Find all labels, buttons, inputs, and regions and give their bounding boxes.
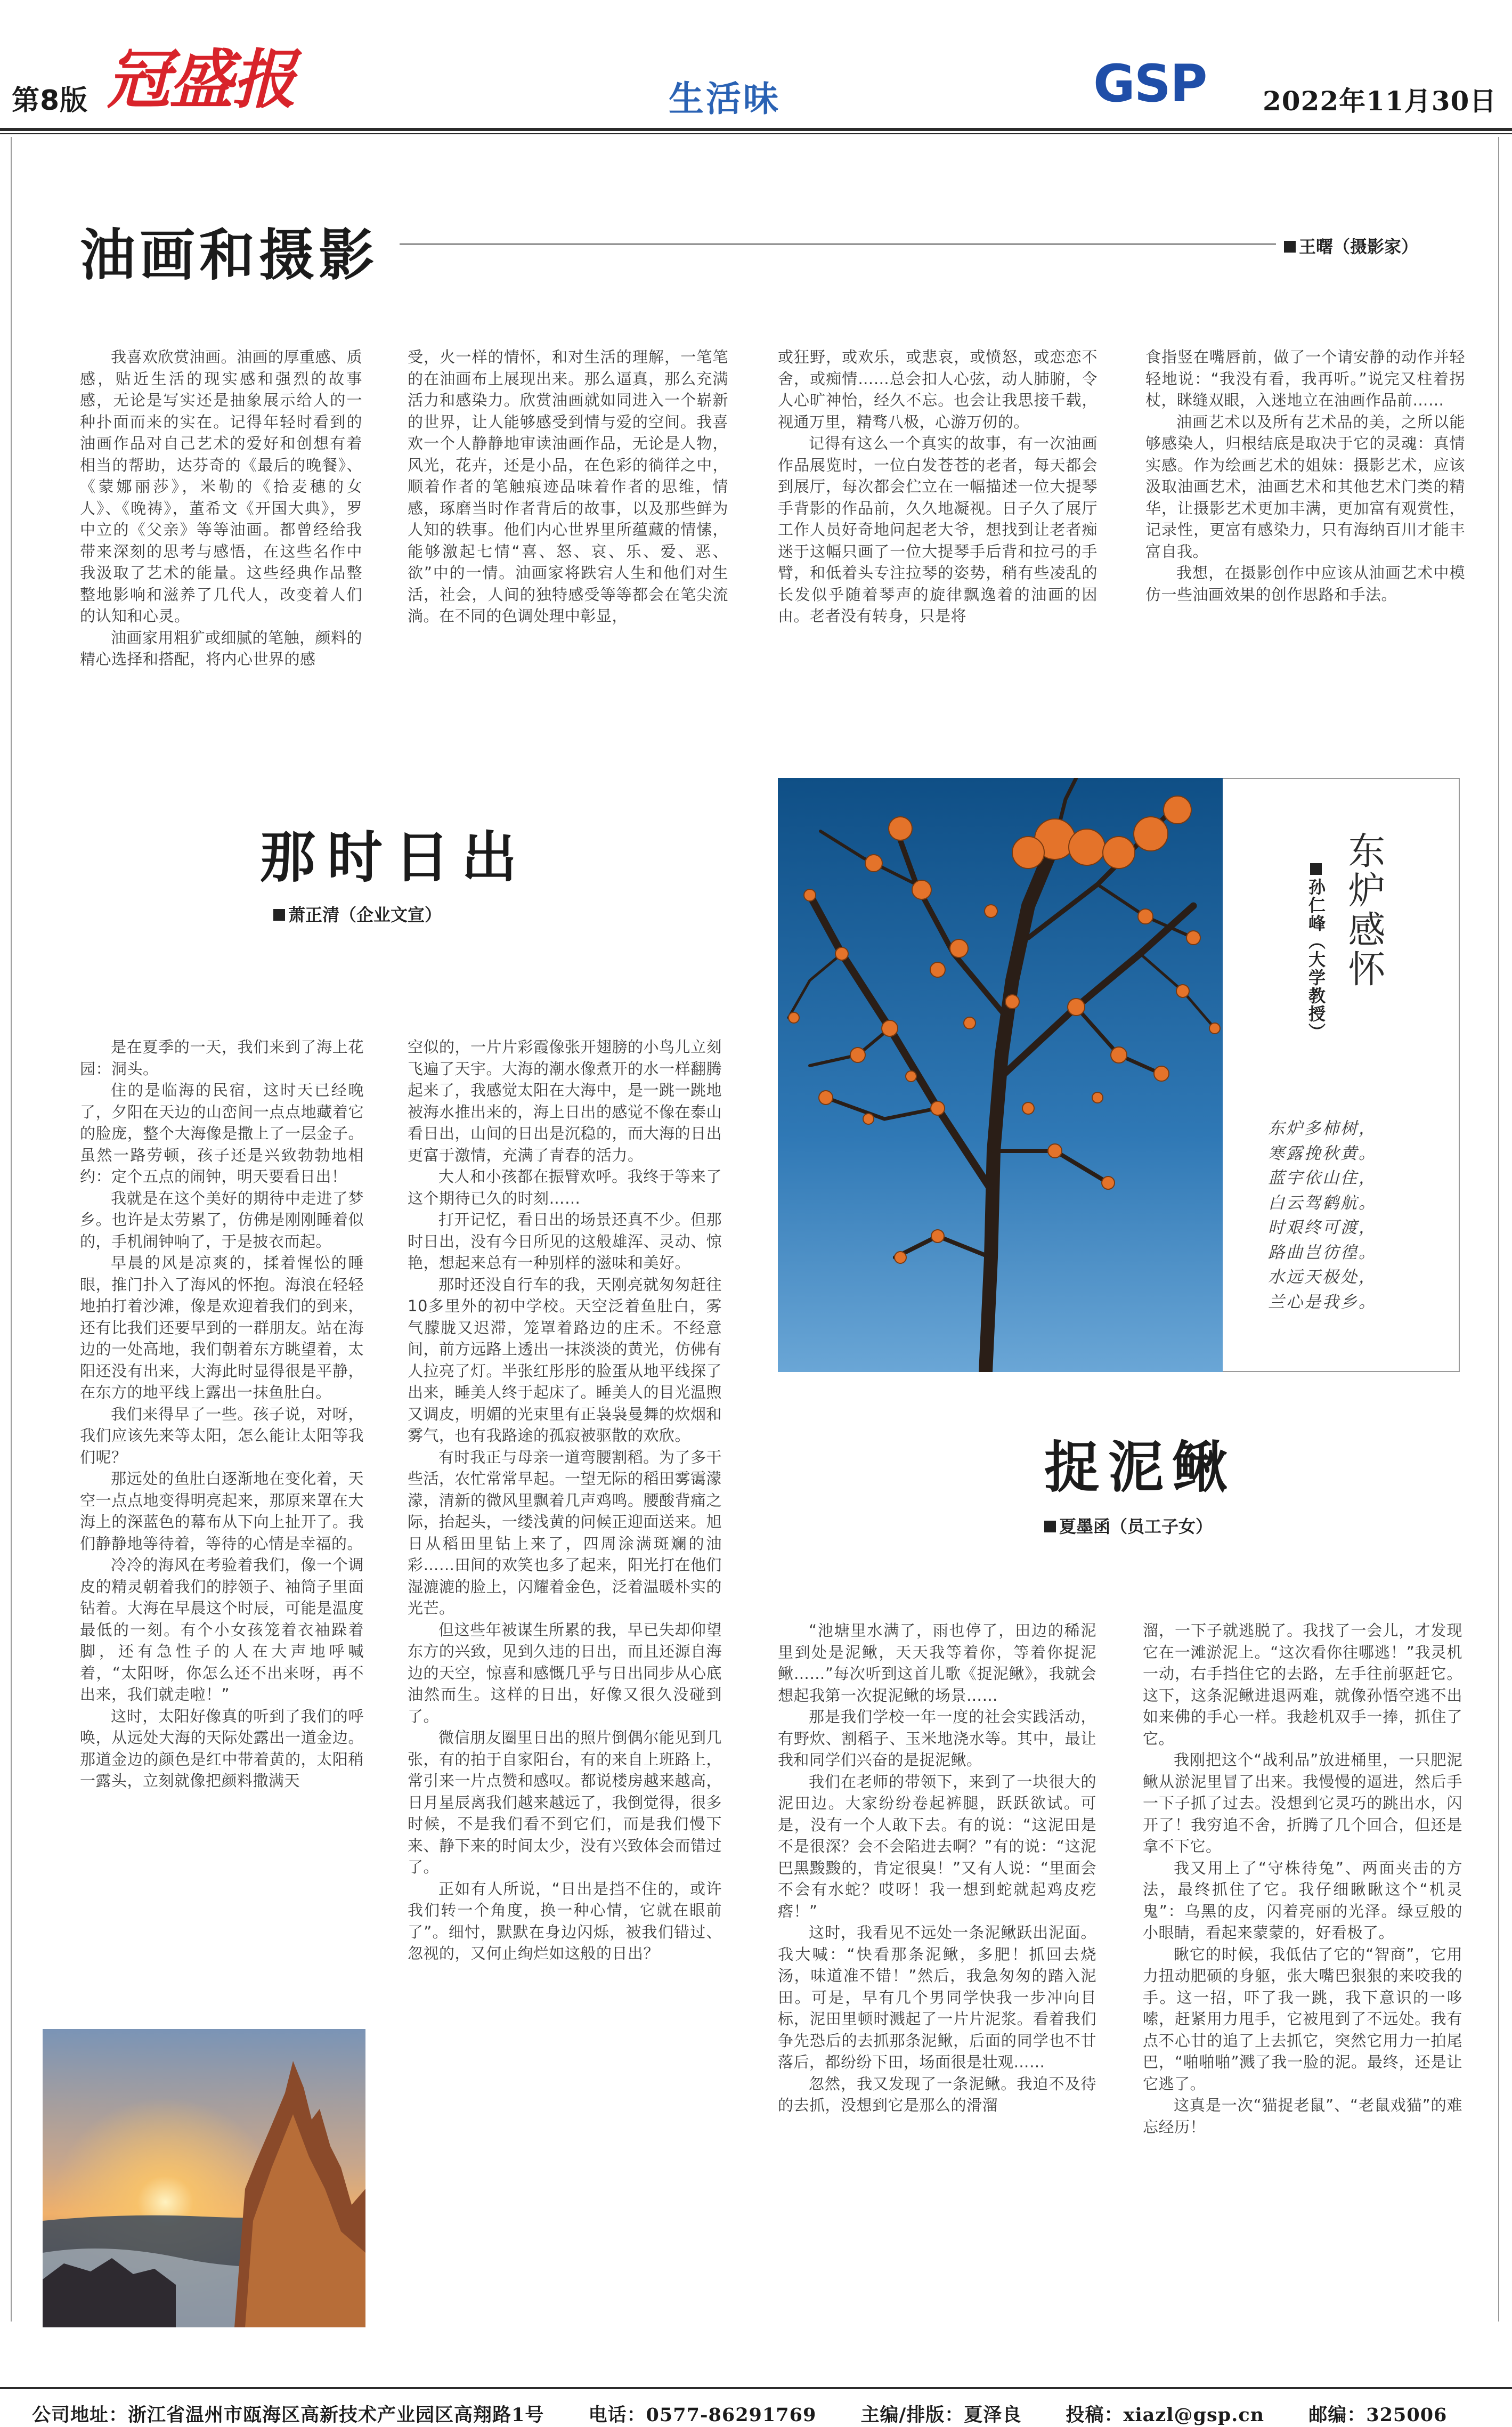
poem-line: 兰心是我乡。 [1268,1292,1377,1312]
byline-marker [1284,241,1296,253]
page-number: 第8版 [12,85,88,117]
paragraph: 油画家用粗犷或细腻的笔触，颜料的精心选择和搭配，将内心世界的感 [80,628,362,668]
sunrise-photo-graphic [43,2029,365,2327]
footer-submission-email[interactable]: 投稿：xiazl@gsp.cn [1066,2404,1265,2426]
paragraph: 但这些年被谋生所累的我，早已失却仰望东方的兴致，见到久违的日出，而且还源自海边的天空，惊喜和感慨几乎与日出同步从心底油然而生。这样的日出，好像又很久没碰到了。 [408,1620,722,1725]
paragraph: 这时，我看见不远处一条泥鳅跃出泥面。我大喊：“快看那条泥鳅，多肥！抓回去烧汤，味道准不错！”然后，我急匆匆的踏入泥田。可是，早有几个男同学快我一步冲向目标，泥田里顿时溅起了一片片泥浆。看着我们争先恐后的去抓那条泥鳅，后面的同学也不甘落后，都纷纷下田，场面很是壮观…… [778,1923,1096,2071]
article-column [1143,1620,1462,2366]
article-column [408,1036,722,2344]
article-title: 捉泥鳅 [1044,1434,1237,1500]
paragraph: 有时我正与母亲一道弯腰割稻。为了多干些活，农忙常常早起。一望无际的稻田雾霭濛濛，清新的微风里飘着几声鸡鸣。腰酸背痛之际，抬起头，一缕浅黄的问候正迎面送来。旭日从稻田里钻上来了，四周涂满斑斓的油彩……田间的欢笑也多了起来，阳光打在他们湿漉漉的脸上，闪耀着金色，泛着温暖朴实的光芒。 [408,1448,722,1617]
company-logo-text: GSP [1093,54,1207,113]
article-title: 油画和摄影 [80,222,379,288]
footer-address: 公司地址：浙江省温州市瓯海区高新技术产业园区高翔路1号 [32,2404,544,2426]
paragraph: 受，火一样的情怀，和对生活的理解，一笔笔的在油画布上展现出来。那么逼真，那么充满活力和感染力。欣赏油画就如同进入一个崭新的世界，让人能够感受到情与爱的空间。我喜欢一个人静静地审读油画作品，无论是人物，风光，花卉，还是小品，在色彩的徜徉之中，顺着作者的笔触痕迹品味着作者的思维，情感，琢磨当时作者背后的故事，以及那些鲜为人知的轶事。他们内心世界里所蕴藏的情愫，能够激起七情“喜、怒、哀、乐、爱、恶、欲”中的一情。油画家将跌宕人生和他们对生活，社会，人间的独特感受等等都会在笔尖流淌。在不同的色调处理中彰显， [408,348,728,625]
article-column [80,1036,364,2017]
persimmon-tree-photo [778,778,1223,1372]
title-rule [400,243,1276,245]
paragraph: 或狂野，或欢乐，或悲哀，或愤怒，或恋恋不舍，或痴情……总会扣人心弦，动人肺腑，令人心旷神怡，经久不忘。也会让我思接千载，视通万里，精骛八极，心游万仞的。 [778,348,1098,431]
paragraph: 这时，太阳好像真的听到了我们的呼唤，从远处大海的天际处露出一道金边。那道金边的颜色是红中带着黄的，太阳稍一露头，立刻就像把颜料撒满天 [80,1707,364,1790]
article-column [778,1620,1096,2366]
paragraph: 是在夏季的一天，我们来到了海上花园：洞头。 [80,1038,364,1078]
poem-line: 时艰终可渡， [1268,1218,1377,1237]
paragraph: 住的是临海的民宿，这时天已经晚了，夕阳在天边的山峦间一点点地藏着它的脸庞，整个大海像是撒上了一层金子。虽然一路劳顿，孩子还是兴致勃勃地相约：定个五点的闹钟，明天要看日出！ [80,1081,364,1186]
masthead-rule-thin [0,133,1512,134]
paragraph: 那远处的鱼肚白逐渐地在变化着，天空一点点地变得明亮起来，那原来罩在大海上的深蓝色的幕布从下向上扯开了。我们静静地等待着，等待的心情是幸福的。 [80,1470,364,1553]
company-logo [1093,54,1253,113]
byline-marker [1310,863,1322,875]
article-byline [1044,1513,1213,1538]
article-column [80,346,362,735]
paragraph: 早晨的风是凉爽的，揉着惺忪的睡眼，推门扑入了海风的怀抱。海浪在轻轻地拍打着沙滩，像是欢迎着我们的到来，还有比我们还要早到的一群朋友。站在海边的一处高地，我们朝着东方眺望着，太阳还没有出来，大海此时显得很是平静，在东方的地平线上露出一抹鱼肚白。 [80,1254,364,1401]
paragraph: 我又用上了“守株待兔”、两面夹击的方法，最终抓住了它。我仔细瞅瞅这个“机灵鬼”：乌黑的皮，闪着亮丽的光泽。绿豆般的小眼睛，看起来蒙蒙的，好看极了。 [1143,1858,1462,1942]
persimmon-tree-graphic [778,778,1223,1372]
paragraph: 那是我们学校一年一度的社会实践活动，有野炊、割稻子、玉米地浇水等。其中，最让我和同学们兴奋的是捉泥鳅。 [778,1708,1096,1769]
paper-name: 冠盛报 [107,42,295,117]
paragraph: 记得有这么一个真实的故事，有一次油画作品展览时，一位白发苍苍的老者，每天都会到展厅，每次都会伫立在一幅描述一位大提琴手背影的作品前，久久地凝视。日子久了展厅工作人员好奇地问起老大爷，想找到让老者痴迷于这幅只画了一位大提琴手后背和拉弓的手臂，和低着头专注拉琴的姿势，稍有些凌乱的长发似乎随着琴声的旋律飘逸着的油画的因由。老者没有转身，只是将 [778,434,1098,625]
poem-byline [1300,863,1327,1041]
sunrise-photo [43,2029,365,2327]
footer [32,2400,1502,2427]
paragraph: 我们在老师的带领下，来到了一块很大的泥田边。大家纷纷卷起裤腿，跃跃欲试。可是，没有一个人敢下去。有的说：“这泥田是不是很深？会不会陷进去啊？”有的说：“这泥巴黑黢黢的，肯定很臭！”又有人说：“里面会不会有水蛇？哎呀！我一想到蛇就起鸡皮疙瘩！” [778,1772,1096,1920]
paragraph: 正如有人所说，“日出是挡不住的，或许我们转一个角度，换一种心情，它就在眼前了”。细忖，默默在身边闪烁，被我们错过、忽视的，又何止绚烂如这般的日出？ [408,1879,722,1962]
paragraph: 我们来得早了一些。孩子说，对呀，我们应该先来等太阳，怎么能让太阳等我们呢？ [80,1405,364,1466]
poem-line: 水远天极处， [1268,1268,1377,1287]
paragraph: 这真是一次“猫捉老鼠”、“老鼠戏猫”的难忘经历！ [1143,2096,1462,2136]
byline-text: 萧正清（企业文宣） [288,905,442,925]
paragraph: 大人和小孩都在振臂欢呼。我终于等来了这个期待已久的时刻…… [408,1167,722,1207]
article-column [1145,346,1465,735]
paragraph: 冷冷的海风在考验着我们，像一个调皮的精灵朝着我们的脖领子、袖筒子里面钻着。大海在早晨这个时辰，可能是温度最低的一刻。有个小女孩笼着衣袖跺着脚，还有急性子的人在大声地呼喊着，“太阳呀，你怎么还不出来呀，再不出来，我们就走啦！” [80,1556,364,1703]
paragraph: 溜，一下子就逃脱了。我找了一会儿，才发现它在一滩淤泥上。“这次看你往哪逃！”我灵机一动，右手挡住它的去路，左手往前驱赶它。这下，这条泥鳅进退两难，就像孙悟空逃不出如来佛的手心一样。我趁机双手一捧，抓住了它。 [1143,1621,1462,1748]
article-column [408,346,728,735]
byline-text: 夏墨函（员工子女） [1059,1516,1213,1537]
paragraph: 微信朋友圈里日出的照片倒偶尔能见到几张，有的拍于自家阳台，有的来自上班路上，常引来一片点赞和感叹。都说楼房越来越高，日月星辰离我们越来越远了，我倒觉得，很多时候，不是我们看不到它们，而是我们慢下来、静下来的时间太少，没有兴致体会而错过了。 [408,1728,722,1876]
paragraph: 我想，在摄影创作中应该从油画艺术中模仿一些油画效果的创作思路和手法。 [1145,564,1465,604]
paragraph: 空似的，一片片彩霞像张开翅膀的小鸟儿立刻飞遍了天宇。大海的潮水像煮开的水一样翻腾起来了，我感觉太阳在大海中，是一跳一跳地被海水推出来的，海上日出的感觉不像在泰山看日出，山间的日出是沉稳的，而大海的日出更富于激情，充满了青春的活力。 [408,1038,722,1164]
footer-editor: 主编/排版：夏泽良 [860,2404,1022,2426]
paragraph: 打开记忆，看日出的场景还真不少。但那时日出，没有今日所见的这般雄浑、灵动、惊艳，想起来总有一种别样的滋味和美好。 [408,1211,722,1272]
byline-marker [1044,1521,1056,1532]
poem-line: 东炉多柿树， [1268,1119,1377,1138]
paragraph: 食指竖在嘴唇前，做了一个请安静的动作并轻轻地说：“我没有看，我再听。”说完又柱着拐杖，眯缝双眼，入迷地立在油画作品前…… [1145,348,1465,409]
article-column [778,346,1098,735]
paragraph: 忽然，我又发现了一条泥鳅。我迫不及待的去抓，没想到它是那么的滑溜 [778,2074,1096,2114]
byline-text: 王曙（摄影家） [1299,237,1419,257]
page-frame-right [1498,137,1499,2322]
footer-postcode: 邮编：325006 [1308,2404,1448,2426]
poem-line: 蓝宇依山住， [1268,1168,1377,1188]
poem-body [1268,1116,1444,1314]
paper-logo [107,43,296,117]
poem-line: 路曲岂彷徨。 [1268,1243,1377,1262]
byline-marker [273,909,285,921]
paragraph: 那时还没自行车的我，天刚亮就匆匆赶往10多里外的初中学校。天空泛着鱼肚白，雾气朦胧又迟滞，笼罩着路边的庄禾。不经意间，前方远路上透出一抹淡淡的黄光，仿佛有人拉亮了灯。半张红彤彤的脸蛋从地平线探了出来，睡美人终于起床了。睡美人的目光温煦又调皮，明媚的光束里有正袅袅曼舞的炊烟和雾气，也有我路途的孤寂被驱散的欢欣。 [408,1275,722,1444]
paragraph: 瞅它的时候，我低估了它的“智商”，它用力扭动肥硕的身躯，张大嘴巴狠狠的来咬我的手。这一招，吓了我一跳，我下意识的一哆嗦，赶紧用力甩手，它被甩到了不远处。我有点不心甘的追了上去抓它，突然它用力一拍尾巴，“啪啪啪”溅了我一脸的泥。最终，还是让它逃了。 [1143,1945,1462,2093]
section-title: 生活味 [669,78,781,119]
footer-rule [0,2387,1512,2389]
footer-phone: 电话：0577-86291769 [588,2404,817,2426]
paragraph: 我喜欢欣赏油画。油画的厚重感、质感，贴近生活的现实感和强烈的故事感，无论是写实还是抽象展示给人的一种扑面而来的实在。记得年轻时看到的油画作品对自己艺术的爱好和创想有着相当的帮助，达芬奇的《最后的晚餐》、《蒙娜丽莎》，米勒的《拾麦穗的女人》、《晚祷》，董希文《开国大典》，罗中立的《父亲》等等油画。都曾经给我带来深刻的思考与感悟，在这些名作中我汲取了艺术的能量。这些经典作品整整地影响和滋养了几代人，改变着人们的认知和心灵。 [80,348,362,625]
article-title: 那时日出 [260,824,529,890]
poem-line: 寒露挽秋黄。 [1268,1143,1377,1163]
paragraph: 我就是在这个美好的期待中走进了梦乡。也许是太劳累了，仿佛是刚刚睡着似的，手机闹钟响了，于是披衣而起。 [80,1189,364,1251]
paragraph: “池塘里水满了，雨也停了，田边的稀泥里到处是泥鳅，天天我等着你，等着你捉泥鳅……”每次听到这首儿歌《捉泥鳅》，我就会想起我第一次捉泥鳅的场景…… [778,1621,1096,1704]
article-byline [273,902,442,926]
byline-text: 孙仁峰（大学教授） [1306,878,1326,1041]
article-byline [1284,233,1418,258]
masthead-rule [0,128,1512,131]
page-frame-left [11,137,12,2322]
poem-line: 白云驾鹤航。 [1268,1193,1377,1213]
poem-title: 东炉感怀 [1342,831,1386,989]
paragraph: 我刚把这个“战利品”放进桶里，一只肥泥鳅从淤泥里冒了出来。我慢慢的逼进，然后手一下子抓了过去。没想到它灵巧的跳出水，闪开了！我穷追不舍，折腾了几个回合，但还是拿不下它。 [1143,1751,1462,1855]
issue-date: 2022年11月30日 [1263,85,1497,117]
paragraph: 油画艺术以及所有艺术品的美，之所以能够感染人，归根结底是取决于它的灵魂：真情实感。作为绘画艺术的姐妹：摄影艺术，应该汲取油画艺术，油画艺术和其他艺术门类的精华，让摄影艺术更加丰满，更加富有观赏性，记录性，更富有感染力，只有海纳百川才能丰富自我。 [1145,412,1465,561]
